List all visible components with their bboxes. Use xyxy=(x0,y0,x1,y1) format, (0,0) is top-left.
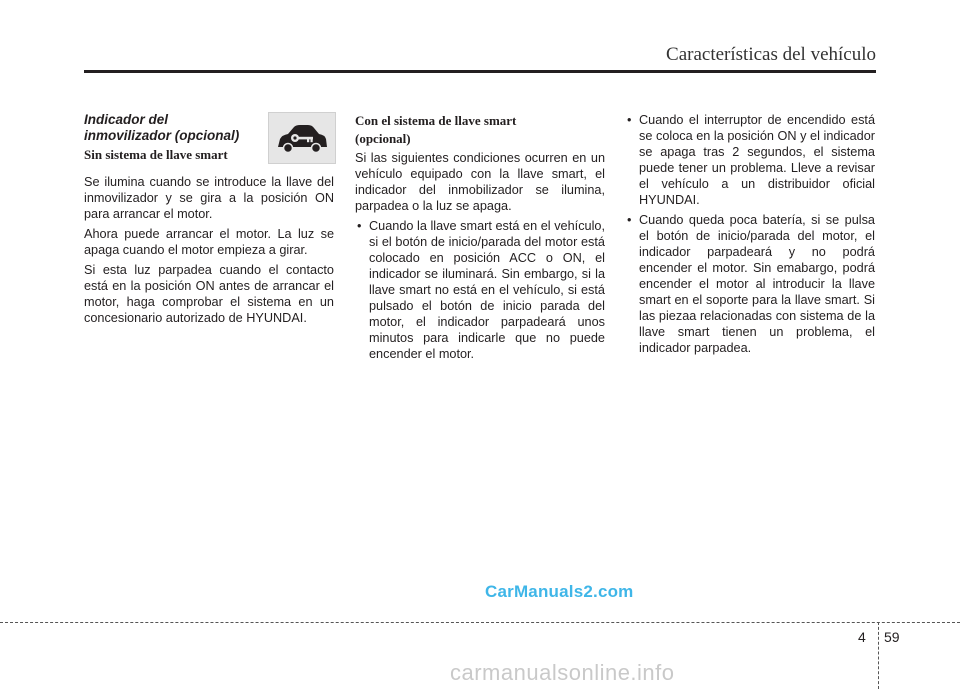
footer-divider xyxy=(0,622,960,623)
footer-vertical-divider xyxy=(878,622,879,689)
paragraph-1: Se ilumina cuando se introduce la llave del inmovilizador y se gira a la posición ON para arrancar el motor. xyxy=(84,175,334,221)
column-smart-key xyxy=(355,112,605,366)
smart-key-subheading-line2: (opcional) xyxy=(355,131,411,146)
smart-key-subheading-line1: Con el sistema de llave smart xyxy=(355,113,517,128)
page-header-title: Características del vehículo xyxy=(666,44,876,65)
column-smart-key-continued xyxy=(625,112,875,360)
paragraph-2: Ahora puede arrancar el motor. La luz se apaga cuando el motor empieza a girar. xyxy=(84,227,334,257)
immobilizer-indicator-icon-box xyxy=(268,112,336,164)
page-number: 59 xyxy=(884,629,900,645)
paragraph-3: Si esta luz parpadea cuando el contacto está en la posición ON antes de arrancar el motor, haga comprobar el sistema en un concesionario autorizado de HYUNDAI. xyxy=(84,263,334,325)
smart-key-bullets xyxy=(355,218,605,362)
car-key-immobilizer-icon xyxy=(274,121,330,155)
smart-key-intro: Si las siguientes condiciones ocurren en un vehículo equipado con la llave smart, el indicador del inmobilizador se ilumina, parpadea o la luz se apaga. xyxy=(355,151,605,213)
bullet-item: • Cuando la llave smart está en el vehículo, si el botón de inicio/parada del motor está colocado en posición ACC o ON, el indicador se iluminará. Sin embargo, si la llave smart no está en el vehículo, si está pulsado el botón de inicio parada del motor, el indicador parpadeará unos minutos para indicarle que no puede encender el motor. xyxy=(355,218,605,362)
site-watermark: carmanualsonline.info xyxy=(450,660,675,685)
bullet-item: • Cuando queda poca batería, si se pulsa el botón de inicio/parada del motor, el indicador parpadeará y no podrá encender el motor. Sin emabargo, podrá encender el motor al introducir la llave smart en el soporte para la llave smart. Si las piezaa relacionadas con sistema de la llave smart tienen un problema, el indicador parpadea. xyxy=(625,212,875,356)
section-heading-line1: Indicador del xyxy=(84,112,169,127)
smart-key-subheading xyxy=(355,112,605,148)
no-smart-key-subheading: Sin sistema de llave smart xyxy=(84,147,228,162)
header-divider xyxy=(84,70,876,73)
section-heading-line2: inmovilizador (opcional) xyxy=(84,128,240,143)
watermark-logo: CarManuals2.com xyxy=(485,582,634,601)
bullet-item: • Cuando el interruptor de encendido está se coloca en la posición ON y el indicador se apaga tras 2 segundos, el sistema puede tener un problema. Lleve a revisar el vehículo a un distribuidor oficial HYUNDAI. xyxy=(625,112,875,208)
smart-key-bullets-continued xyxy=(625,112,875,356)
chapter-number: 4 xyxy=(858,629,866,645)
